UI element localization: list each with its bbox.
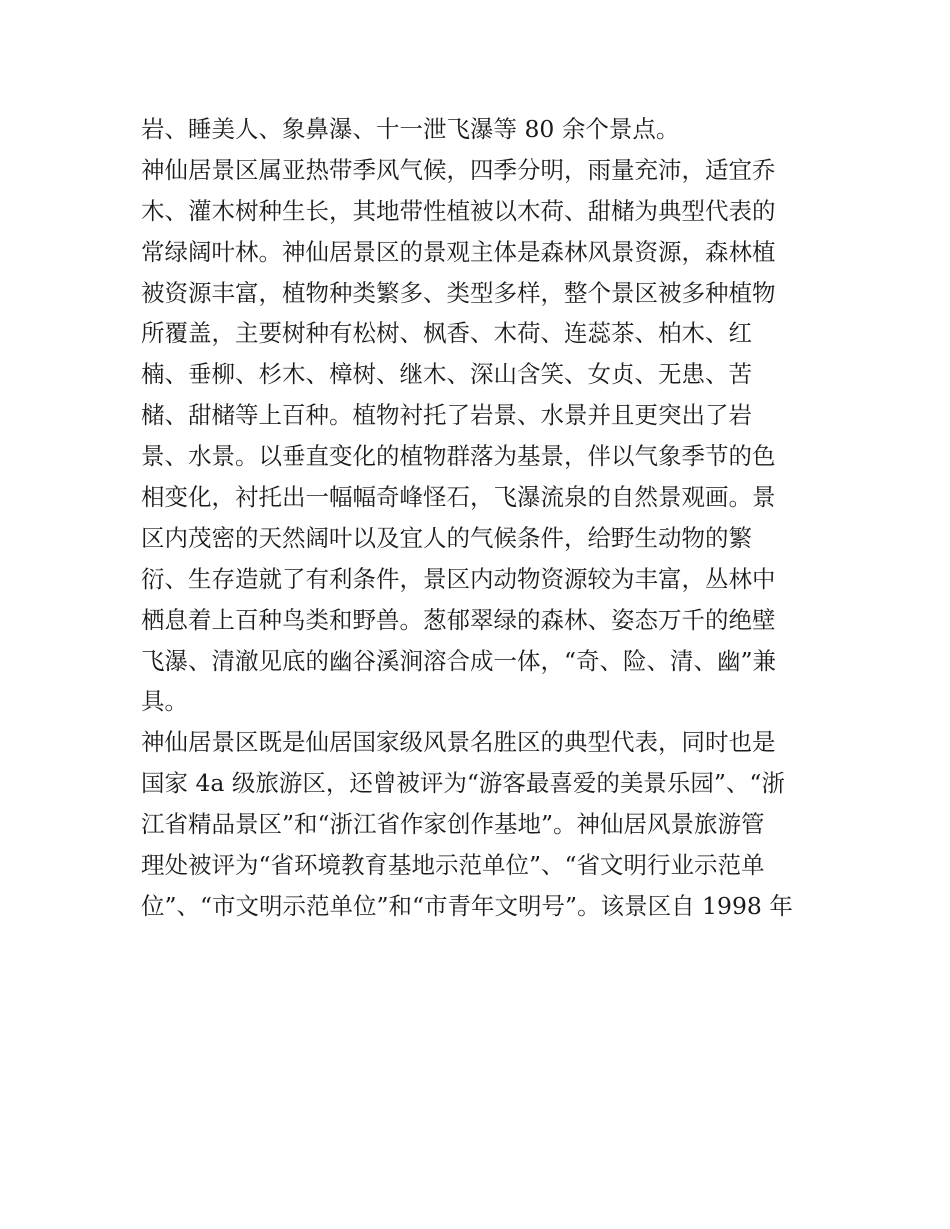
text-line: 楠、垂柳、杉木、樟树、继木、深山含笑、女贞、无患、苦	[141, 360, 752, 389]
text-line: 常绿阔叶林。神仙居景区的景观主体是森林风景资源，森林植	[141, 237, 776, 266]
body-text	[141, 109, 821, 927]
text-line: 飞瀑、清澈见底的幽谷溪涧溶合成一体，“奇、险、清、幽”兼	[141, 646, 777, 675]
text-line: 景、水景。以垂直变化的植物群落为基景，伴以气象季节的色	[141, 442, 776, 471]
text-line: 国家 4a 级旅游区，还曾被评为“游客最喜爱的美景乐园”、“浙	[141, 769, 785, 798]
text-line: 神仙居景区既是仙居国家级风景名胜区的典型代表，同时也是	[141, 728, 776, 757]
text-line: 相变化，衬托出一幅幅奇峰怪石，飞瀑流泉的自然景观画。景	[141, 483, 776, 512]
text-line: 具。	[141, 687, 188, 716]
text-line: 神仙居景区属亚热带季风气候，四季分明，雨量充沛，适宜乔	[141, 155, 776, 184]
text-line: 岩、睡美人、象鼻瀑、十一泄飞瀑等 80 余个景点。	[141, 115, 680, 143]
text-line: 江省精品景区”和“浙江省作家创作基地”。神仙居风景旅游管	[141, 810, 765, 839]
text-line: 栖息着上百种鸟类和野兽。葱郁翠绿的森林、姿态万千的绝壁	[141, 605, 776, 634]
text-line: 木、灌木树种生长，其地带性植被以木荷、甜槠为典型代表的	[141, 196, 776, 225]
text-line: 衍、生存造就了有利条件，景区内动物资源较为丰富，丛林中	[141, 564, 776, 593]
text-line: 位”、“市文明示范单位”和“市青年文明号”。该景区自 1998 年	[141, 891, 793, 920]
text-line: 被资源丰富，植物种类繁多、类型多样，整个景区被多种植物	[141, 278, 776, 307]
text-line: 槠、甜槠等上百种。植物衬托了岩景、水景并且更突出了岩	[141, 401, 752, 430]
text-line: 所覆盖，主要树种有松树、枫香、木荷、连蕊茶、柏木、红	[141, 319, 752, 348]
text-line: 理处被评为“省环境教育基地示范单位”、“省文明行业示范单	[141, 851, 765, 880]
text-line: 区内茂密的天然阔叶以及宜人的气候条件，给野生动物的繁	[141, 523, 752, 552]
